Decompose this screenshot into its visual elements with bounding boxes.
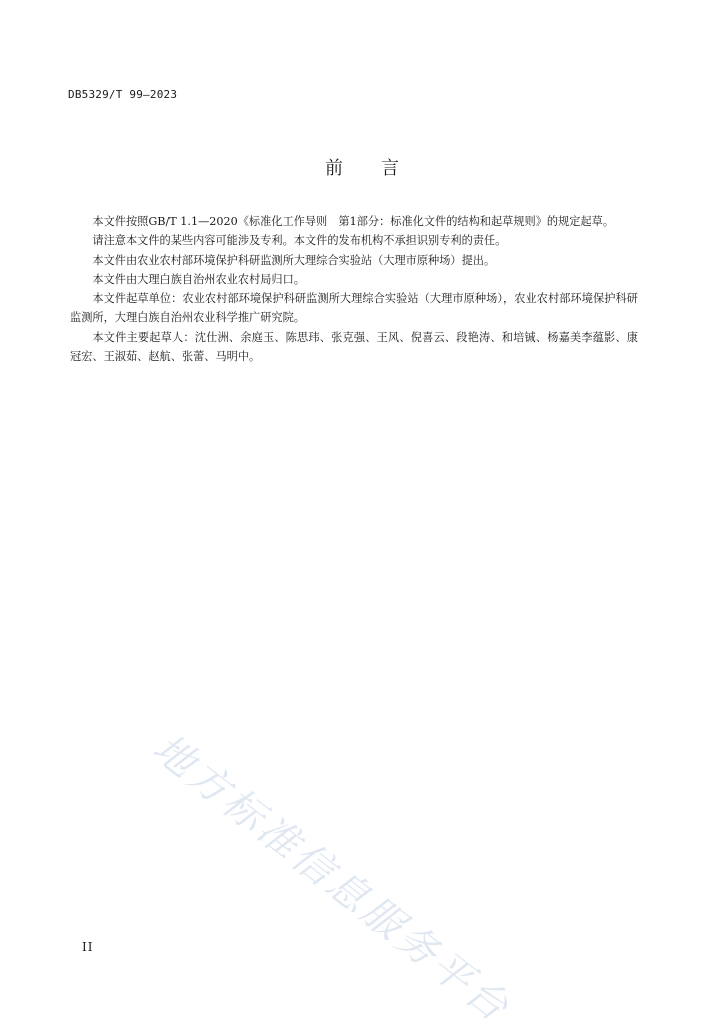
paragraph-drafting-rules: 本文件按照GB/T 1.1—2020《标准化工作导则 第1部分：标准化文件的结构和起草规则》的规定起草。 [92,215,615,228]
paragraph-drafting-units: 本文件起草单位：农业农村部环境保护科研监测所大理综合实验站（大理市原种场），农业农村部环境保护科研监测所，大理白族自治州农业科学推广研究院。 [70,292,638,325]
paragraph-drafters: 本文件主要起草人：沈仕洲、余庭玉、陈思玮、张克强、王风、倪喜云、段艳涛、和培铖、杨嘉美李蕴影、康冠宏、王淑茹、赵航、张蕾、马明中。 [70,330,638,364]
foreword-body [70,212,638,366]
paragraph-patent-notice: 请注意本文件的某些内容可能涉及专利。本文件的发布机构不承担识别专利的责任。 [92,234,507,248]
paragraph-proposer: 本文件由农业农村部环境保护科研监测所大理综合实验站（大理市原种场）提出。 [92,253,496,267]
document-code: DB5329/T 99—2023 [68,88,178,101]
watermark: 地方标准信息服务平台 [144,725,520,1033]
page-title: 前言 [325,158,437,179]
page-number: II [82,940,94,954]
paragraph-centralized-by: 本文件由大理白族自治州农业农村局归口。 [92,272,305,286]
